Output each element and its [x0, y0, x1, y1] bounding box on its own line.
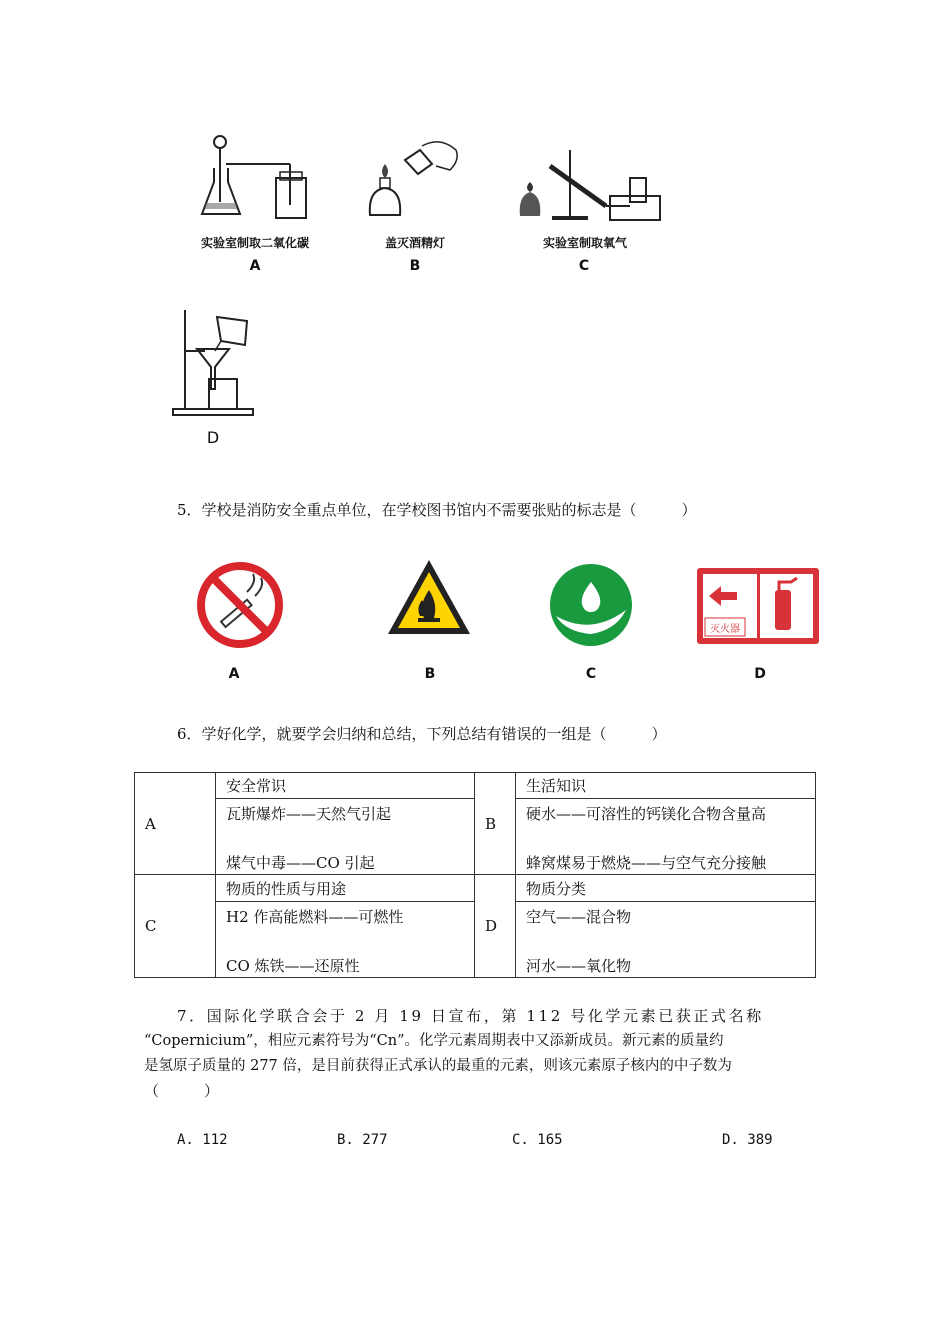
figure-caption-b: 盖灭酒精灯: [384, 236, 445, 250]
option-d[interactable]: D. 389: [722, 1132, 773, 1148]
question-7-line4: （ ）: [144, 1082, 220, 1100]
flammable-warning-sign: [384, 556, 474, 640]
question-7-line3: 是氢原子质量的 277 倍，是目前获得正式承认的最重的元素，则该元素原子核内的中子数为: [144, 1058, 732, 1074]
option-b[interactable]: B. 277: [337, 1132, 388, 1148]
cell-a-header: 安全常识: [216, 773, 475, 799]
cell-a-content: [216, 799, 475, 875]
co2-apparatus-illustration: [190, 130, 320, 230]
figure-caption-a: 实验室制取二氧化碳: [200, 236, 309, 250]
summary-table: [134, 772, 816, 978]
filtration-illustration: [165, 305, 265, 425]
question-6-text: 6．学好化学，就要学会归纳和总结，下列总结有错误的一组是（ ）: [177, 725, 667, 743]
option-c[interactable]: C. 165: [512, 1132, 563, 1148]
cell-d-line2: 河水——氧化物: [526, 956, 632, 975]
sign-letter-b: B: [424, 666, 436, 682]
cell-b-line2: 蜂窝煤易于燃烧——与空气充分接触: [526, 854, 767, 873]
extinguisher-sign-label: 灭火器: [710, 624, 740, 635]
water-saving-sign: [546, 560, 636, 650]
cell-c-header: 物质的性质与用途: [216, 875, 475, 901]
row-label-b: B: [475, 773, 516, 875]
figure-letter-b: B: [409, 258, 421, 274]
sign-letter-d: D: [754, 666, 766, 682]
question-7-line1: 7．国际化学联合会于 2 月 19 日宣布，第 112 号化学元素已获正式名称: [177, 1007, 764, 1025]
cell-c-content: [216, 901, 475, 977]
alcohol-lamp-illustration: [360, 130, 470, 230]
figure-letter-c: C: [578, 258, 590, 274]
question-7-line2: “Copernicium”，相应元素符号为“Cn”。化学元素周期表中又添新成员。新元素的质量约: [144, 1033, 724, 1049]
cell-a-line2: 煤气中毒——CO 引起: [226, 854, 375, 873]
row-label-d: D: [475, 875, 516, 978]
row-label-c: C: [135, 875, 216, 978]
figure-letter-d: D: [206, 428, 220, 447]
figure-letter-a: A: [249, 258, 261, 274]
cell-c-line2: CO 炼铁——还原性: [226, 956, 360, 975]
cell-d-header: 物质分类: [516, 875, 816, 901]
option-a[interactable]: A. 112: [177, 1132, 228, 1148]
cell-d-content: [516, 901, 816, 977]
cell-a-line1: 瓦斯爆炸——天然气引起: [226, 805, 392, 824]
cell-c-line1: H2 作高能燃料——可燃性: [226, 907, 404, 926]
cell-b-content: [516, 799, 816, 875]
figure-caption-c: 实验室制取氧气: [542, 236, 627, 250]
sign-letter-a: A: [228, 666, 240, 682]
cell-d-line1: 空气——混合物: [526, 907, 632, 926]
row-label-a: A: [135, 773, 216, 875]
cell-b-header: 生活知识: [516, 773, 816, 799]
no-smoking-sign: [195, 560, 285, 650]
fire-extinguisher-sign: [697, 568, 819, 644]
cell-b-line1: 硬水——可溶性的钙镁化合物含量高: [526, 805, 767, 824]
question-5-text: 5．学校是消防安全重点单位，在学校图书馆内不需要张贴的标志是（ ）: [177, 501, 697, 519]
sign-letter-c: C: [585, 666, 597, 682]
oxygen-apparatus-illustration: [510, 130, 670, 230]
